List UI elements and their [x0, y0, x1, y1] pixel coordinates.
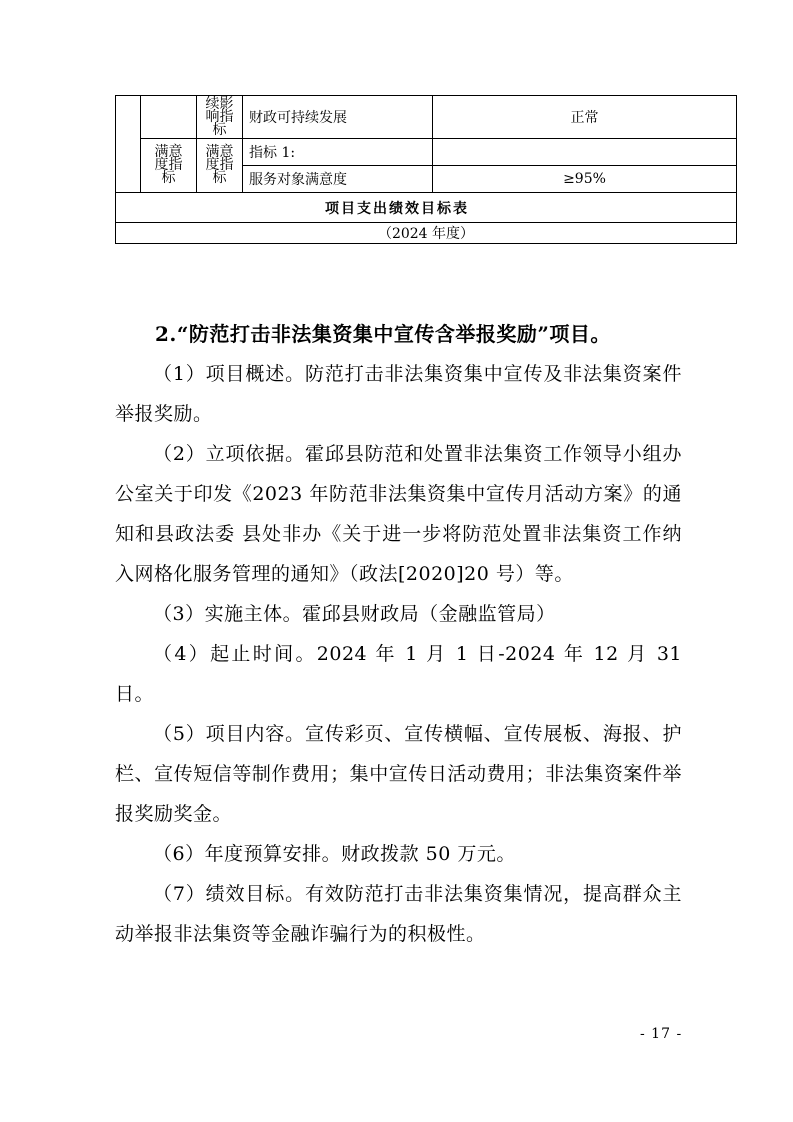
page-number: - 17 - — [640, 1026, 683, 1042]
table-cell-satisfaction-label-outer: 满意度指标 — [141, 139, 197, 193]
table-cell-sustain-impact-label: 续影响指标 — [197, 96, 243, 139]
table-cell-satisfaction-indicator: 服务对象满意度 — [243, 166, 433, 193]
paragraph-performance-goal: （7）绩效目标。有效防范打击非法集资集情况，提高群众主动举报非法集资等金融诈骗行为的积极性。 — [115, 883, 682, 945]
paragraph-project-overview: （1）项目概述。防范打击非法集资集中宣传及非法集资案件举报奖励。 — [115, 363, 682, 425]
table-title: 项目支出绩效目标表 — [116, 193, 737, 223]
table-cell-sustain-indicator: 财政可持续发展 — [243, 96, 433, 139]
paragraph-project-content: （5）项目内容。宣传彩页、宣传横幅、宣传展板、海报、护栏、宣传短信等制作费用；集中宣传日活动费用；非法集资案件举报奖励奖金。 — [115, 723, 682, 825]
section-heading: 2.“防范打击非法集资集中宣传含举报奖励”项目。 — [155, 322, 611, 346]
paragraph-project-basis: （2）立项依据。霍邱县防范和处置非法集资工作领导小组办公室关于印发《2023 年防范非法集资集中宣传月活动方案》的通知和县政法委 县处非办《关于进一步将防范处置非法集资工作纳入网格化服务管理的通知》（政法[2020]20 号）等。 — [115, 443, 682, 585]
table-cell-satisfaction-label-inner: 满意度指标 — [197, 139, 243, 193]
table-subtitle: （2024 年度） — [116, 223, 737, 244]
table-cell-indicator-header-value — [433, 139, 737, 166]
document-body — [115, 314, 682, 954]
table-cell-left-spacer — [116, 96, 141, 193]
table-cell-sustain-value: 正常 — [433, 96, 737, 139]
paragraph-implementer: （3）实施主体。霍邱县财政局（金融监管局） — [153, 603, 556, 625]
table-cell-empty — [141, 96, 197, 139]
performance-target-table — [115, 95, 737, 244]
table-cell-indicator-header: 指标 1: — [243, 139, 433, 166]
paragraph-duration: （4）起止时间。2024 年 1 月 1 日-2024 年 12 月 31 日。 — [115, 643, 682, 705]
paragraph-budget: （6）年度预算安排。财政拨款 50 万元。 — [153, 843, 516, 865]
table-cell-satisfaction-value: ≥95% — [433, 166, 737, 193]
